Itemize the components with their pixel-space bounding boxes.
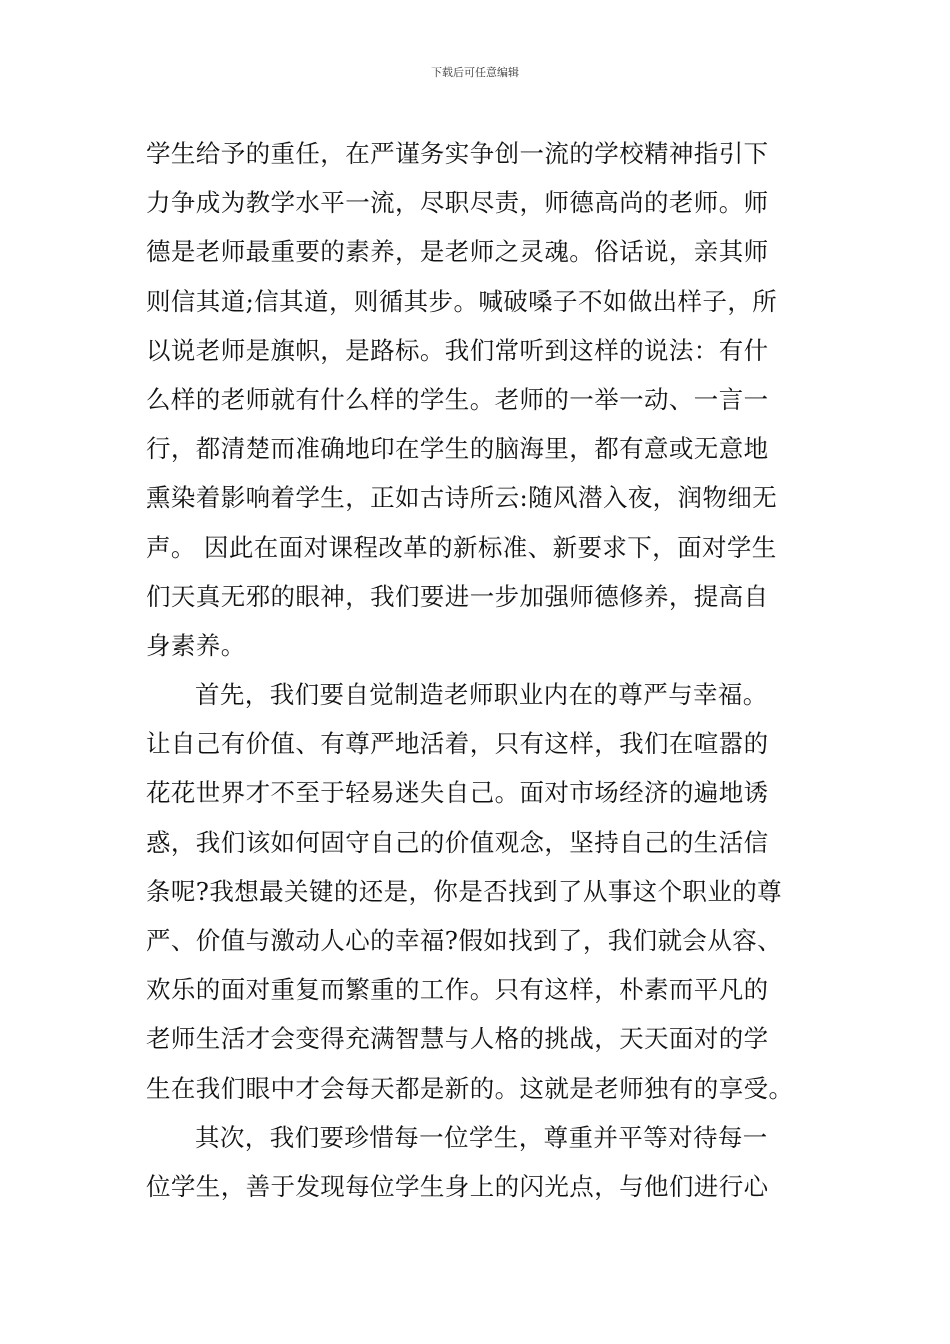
text-line: 学生给予的重任，在严谨务实争创一流的学校精神指引下: [146, 139, 769, 168]
text-line: 让自己有价值、有尊严地活着，只有这样，我们在喧嚣的: [146, 729, 769, 759]
text-line: 么样的老师就有什么样的学生。老师的一举一动、一言一: [146, 384, 769, 414]
text-line: 力争成为教学水平一流，尽职尽责，师德高尚的老师。师: [146, 188, 769, 218]
text-line: 位学生，善于发现每位学生身上的闪光点，与他们进行心: [146, 1171, 769, 1201]
text-line: 则信其道;信其道，则循其步。喊破嗓子不如做出样子，所: [146, 286, 778, 316]
text-line: 生在我们眼中才会每天都是新的。这就是老师独有的享受。: [146, 1073, 794, 1103]
text-line: 老师生活才会变得充满智慧与人格的挑战，天天面对的学: [146, 1024, 769, 1054]
text-line: 身素养。: [146, 630, 246, 660]
text-line: 德是老师最重要的素养，是老师之灵魂。俗话说，亲其师: [146, 237, 769, 267]
paragraph-start-line: 首先，我们要自觉制造老师职业内在的尊严与幸福。: [195, 680, 768, 710]
paragraph-start-line: 其次，我们要珍惜每一位学生，尊重并平等对待每一: [195, 1122, 768, 1152]
text-line: 行，都清楚而准确地印在学生的脑海里，都有意或无意地: [146, 434, 769, 464]
text-line: 欢乐的面对重复而繁重的工作。只有这样，朴素而平凡的: [146, 975, 769, 1005]
document-body: [146, 129, 816, 1211]
text-line: 条呢?我想最关键的还是，你是否找到了从事这个职业的尊: [146, 876, 783, 906]
text-line: 们天真无邪的眼神，我们要进一步加强师德修养，提高自: [146, 581, 769, 611]
text-line: 声。 因此在面对课程改革的新标准、新要求下，面对学生: [146, 532, 777, 562]
text-line: 以说老师是旗帜，是路标。我们常听到这样的说法：有什: [146, 335, 769, 365]
text-line: 惑，我们该如何固守自己的价值观念，坚持自己的生活信: [146, 827, 769, 857]
text-line: 熏染着影响着学生，正如古诗所云:随风潜入夜，润物细无: [146, 483, 778, 513]
text-line: 花花世界才不至于轻易迷失自己。面对市场经济的遍地诱: [146, 778, 769, 808]
text-line: 严、价值与激动人心的幸福?假如找到了，我们就会从容、: [146, 926, 783, 955]
page-header: 下载后可任意编辑: [431, 66, 519, 79]
